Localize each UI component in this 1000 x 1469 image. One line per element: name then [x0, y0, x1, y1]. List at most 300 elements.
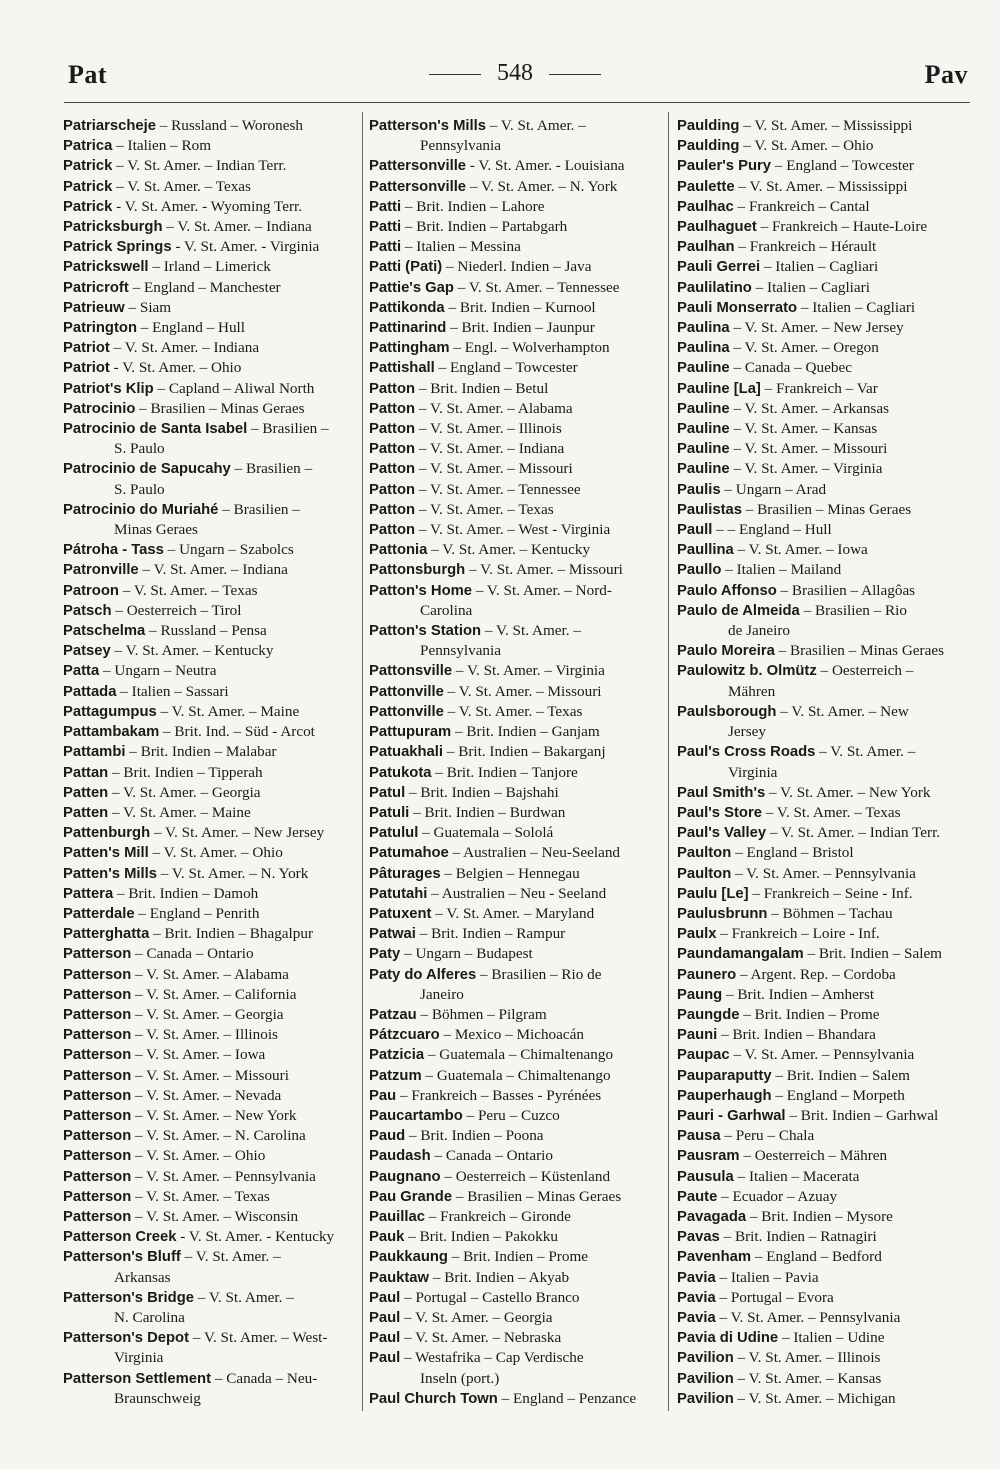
entry-headword: Pattinarind	[369, 320, 447, 337]
entry-continuation: N. Carolina	[114, 1308, 185, 1326]
gazetteer-entry	[677, 601, 973, 641]
entry-headword: Paundamangalam	[677, 946, 804, 963]
gazetteer-entry	[677, 480, 973, 500]
gazetteer-entry	[63, 1207, 359, 1227]
entry-location: – V. St. Amer. – Pennsylvania	[131, 1167, 316, 1185]
gazetteer-entry	[369, 742, 665, 762]
gazetteer-entry	[677, 419, 973, 439]
entry-location: – Brit. Indien – Poona	[405, 1127, 544, 1145]
gazetteer-entry	[677, 904, 973, 924]
entry-location: – England – Towcester	[434, 359, 578, 377]
entry-location: – V. St. Amer. – Missouri	[465, 561, 623, 579]
entry-continuation: Jersey	[728, 723, 766, 741]
entry-headword: Patrick Springs	[63, 239, 172, 256]
entry-headword: Pauline	[677, 421, 730, 438]
entry-headword: Pauli Gerrei	[677, 259, 761, 276]
entry-location: – V. St. Amer. – Texas	[118, 581, 258, 599]
entry-headword: Paty do Alferes	[369, 966, 477, 983]
gazetteer-entry	[677, 702, 973, 742]
entry-location: – Brasilien – Minas Geraes	[135, 399, 305, 417]
entry-headword: Patsch	[63, 602, 112, 619]
entry-headword: Pavagada	[677, 1208, 747, 1225]
entry-location: – Brit. Indien – Bajshahi	[405, 783, 559, 801]
gazetteer-entry	[63, 1247, 359, 1287]
entry-headword: Pátzcuaro	[369, 1027, 440, 1044]
gazetteer-entry	[63, 742, 359, 762]
entry-location: – Frankreich – Gironde	[424, 1207, 571, 1225]
entry-location: – Engl. – Wolverhampton	[449, 339, 610, 357]
entry-location: – Peru – Cuzco	[462, 1106, 560, 1124]
gazetteer-entry	[63, 1066, 359, 1086]
gazetteer-entry	[63, 116, 359, 136]
gazetteer-entry	[63, 358, 359, 378]
entry-headword: Paulo Affonso	[677, 582, 777, 599]
gazetteer-entry	[369, 560, 665, 580]
entry-headword: Pattambi	[63, 744, 126, 761]
entry-location: – V. St. Amer. – N. York	[466, 177, 618, 195]
gazetteer-entry	[677, 1187, 973, 1207]
entry-headword: Paty	[369, 946, 401, 963]
entry-continuation: Braunschweig	[114, 1389, 201, 1407]
entry-headword: Patwai	[369, 926, 416, 943]
gazetteer-entry	[369, 1005, 665, 1025]
entry-headword: Paulding	[677, 118, 740, 134]
gazetteer-entry	[63, 1187, 359, 1207]
entry-headword: Patsey	[63, 643, 111, 660]
entry-headword: Paulowitz b. Olmütz	[677, 663, 817, 680]
entry-headword: Pattagumpus	[63, 703, 157, 720]
entry-headword: Pattonsville	[369, 663, 453, 680]
gazetteer-entry	[369, 1288, 665, 1308]
gazetteer-entry	[63, 1025, 359, 1045]
entry-headword: Pattie's Gap	[369, 279, 454, 296]
entry-headword: Patterson	[63, 1148, 132, 1165]
entry-location: – Frankreich – Hérault	[734, 238, 877, 256]
entry-location: – Oesterreich – Tirol	[111, 601, 242, 619]
entry-continuation: de Janeiro	[728, 622, 790, 640]
entry-headword: Patterson	[63, 1128, 132, 1145]
entry-location: – Italien – Cagliari	[797, 298, 916, 316]
entry-location: – Brit. Indien – Tanjore	[431, 763, 578, 781]
entry-headword: Pattishall	[369, 360, 435, 377]
gazetteer-entry	[63, 843, 359, 863]
entry-location: – Guatemala – Chimaltenango	[424, 1046, 614, 1064]
entry-location: – Oesterreich – Küstenland	[440, 1167, 611, 1185]
entry-location: – V. St. Amer. – Kansas	[733, 1369, 882, 1387]
entry-location: – Brit. Indien – Mysore	[746, 1207, 893, 1225]
entry-location: - V. St. Amer. - Louisiana	[466, 157, 625, 175]
gazetteer-entry	[677, 379, 973, 399]
entry-headword: Pausa	[677, 1128, 721, 1145]
entry-location: – V. St. Amer. – Pennsylvania	[731, 864, 916, 882]
entry-location: – Peru – Chala	[720, 1127, 815, 1145]
gazetteer-entry	[677, 843, 973, 863]
entry-headword: Pavia	[677, 1269, 716, 1286]
gazetteer-entry	[369, 278, 665, 298]
entry-headword: Patutahi	[369, 885, 428, 902]
gazetteer-entry	[677, 1086, 973, 1106]
gazetteer-entry	[63, 156, 359, 176]
gazetteer-entry	[677, 1106, 973, 1126]
entry-headword: Patrocinio de Santa Isabel	[63, 421, 248, 438]
entry-location: – V. St. Amer. – Missouri	[729, 440, 888, 458]
gazetteer-entry	[677, 459, 973, 479]
gazetteer-entry	[369, 1167, 665, 1187]
entry-location: – V. St. Amer. – N. York	[156, 864, 309, 882]
entry-location: – Australien – Neu-Seeland	[448, 844, 621, 862]
entry-headword: Patterson Creek	[63, 1229, 177, 1246]
entry-headword: Pauler's Pury	[677, 158, 771, 175]
gazetteer-entry	[677, 985, 973, 1005]
entry-location: – V. St. Amer. – Kansas	[729, 420, 878, 438]
gazetteer-entry	[63, 136, 359, 156]
gazetteer-entry	[369, 621, 665, 661]
gazetteer-entry	[369, 763, 665, 783]
entry-headword: Patukota	[369, 764, 432, 781]
entry-headword: Paute	[677, 1188, 718, 1205]
gazetteer-entry	[369, 884, 665, 904]
gazetteer-entry	[369, 459, 665, 479]
entry-continuation: Minas Geraes	[114, 521, 198, 539]
gazetteer-entry	[369, 823, 665, 843]
entry-location: – V. St. Amer. – Wisconsin	[131, 1207, 299, 1225]
entry-location: – Brit. Indien – Ratnagiri	[719, 1228, 877, 1246]
entry-location: – Oesterreich –	[816, 662, 914, 680]
page-header	[60, 52, 970, 96]
entry-headword: Paul	[369, 1309, 401, 1326]
gazetteer-entry	[677, 439, 973, 459]
gazetteer-entry	[369, 682, 665, 702]
entry-location: – V. St. Amer. – Maine	[156, 702, 300, 720]
entry-headword: Paul Church Town	[369, 1390, 498, 1407]
entry-headword: Patterson Settlement	[63, 1370, 212, 1387]
column-separator	[362, 112, 363, 1411]
entry-location: – Canada – Neu-	[211, 1369, 318, 1387]
entry-location: – Brit. Indien – Salem	[803, 945, 942, 963]
entry-headword: Patrick	[63, 158, 113, 175]
entry-headword: Patterson	[63, 1006, 132, 1023]
entry-location: – V. St. Amer. – Indiana	[415, 440, 565, 458]
gazetteer-entry	[369, 520, 665, 540]
entry-headword: Paulis	[677, 481, 721, 498]
gazetteer-entry	[369, 1227, 665, 1247]
entry-location: – Böhmen – Pilgram	[416, 1005, 547, 1023]
entry-location: – V. St. Amer. – Georgia	[400, 1308, 553, 1326]
gazetteer-entry	[677, 884, 973, 904]
gazetteer-entry	[369, 217, 665, 237]
entry-headword: Patzum	[369, 1067, 422, 1084]
gazetteer-entry	[63, 924, 359, 944]
gazetteer-entry	[63, 1005, 359, 1025]
entry-location: - V. St. Amer. - Virginia	[171, 238, 320, 256]
entry-headword: Paulilatino	[677, 279, 752, 296]
entry-location: – V. St. Amer. –	[481, 622, 581, 640]
gazetteer-entry	[677, 257, 973, 277]
gazetteer-entry	[369, 1348, 665, 1388]
entry-headword: Paul's Store	[677, 804, 762, 821]
entry-headword: Pattonsburgh	[369, 562, 466, 579]
entry-continuation: Janeiro	[420, 985, 464, 1003]
entry-headword: Paul	[369, 1350, 401, 1367]
entry-headword: Patterson	[63, 1208, 132, 1225]
gazetteer-entry	[369, 904, 665, 924]
entry-headword: Patten's Mills	[63, 865, 157, 882]
gazetteer-entry	[63, 763, 359, 783]
gazetteer-entry	[63, 217, 359, 237]
gazetteer-entry	[677, 520, 973, 540]
gazetteer-entry	[63, 1167, 359, 1187]
entry-location: – V. St. Amer. – New York	[765, 783, 931, 801]
entry-location: – Siam	[124, 298, 172, 316]
entry-location: – V. St. Amer. – Virginia	[729, 460, 883, 478]
gazetteer-entry	[677, 1348, 973, 1368]
gazetteer-entry	[63, 965, 359, 985]
entry-location: – Canada – Ontario	[131, 945, 254, 963]
entry-location: – Brit. Indien – Prome	[739, 1005, 880, 1023]
entry-location: – Canada – Quebec	[729, 359, 852, 377]
gazetteer-entry	[677, 1045, 973, 1065]
right-running-head: Pav	[924, 60, 968, 89]
entry-headword: Pattera	[63, 885, 114, 902]
gazetteer-entry	[63, 1369, 359, 1409]
entry-headword: Patten	[63, 784, 109, 801]
gazetteer-entry	[369, 1025, 665, 1045]
entry-continuation: Arkansas	[114, 1268, 171, 1286]
entry-headword: Pauni	[677, 1027, 718, 1044]
gazetteer-entry	[677, 156, 973, 176]
page-number-line	[60, 60, 970, 87]
gazetteer-entry	[63, 379, 359, 399]
entry-headword: Patti (Pati)	[369, 259, 443, 276]
entry-headword: Patti	[369, 239, 402, 256]
entry-continuation: Carolina	[420, 601, 473, 619]
entry-headword: Patton's Home	[369, 582, 473, 599]
gazetteer-entry	[369, 338, 665, 358]
gazetteer-entry	[369, 1066, 665, 1086]
entry-headword: Pattenburgh	[63, 825, 151, 842]
entry-headword: Pattonville	[369, 683, 444, 700]
gazetteer-entry	[369, 480, 665, 500]
header-rule	[64, 102, 970, 103]
entry-location: – England – Morpeth	[771, 1086, 905, 1104]
entry-headword: Paudash	[369, 1148, 431, 1165]
entry-location: – Brit. Indien – Ganjam	[451, 723, 600, 741]
gazetteer-entry	[63, 459, 359, 499]
entry-headword: Paulx	[677, 926, 717, 943]
page-number-dash-left	[429, 74, 481, 75]
entry-location: – V. St. Amer. – Nevada	[131, 1086, 282, 1104]
gazetteer-entry	[63, 197, 359, 217]
gazetteer-entry	[677, 1227, 973, 1247]
entry-location: – V. St. Amer. – California	[131, 985, 297, 1003]
entry-location: – V. St. Amer. – Pennsylvania	[729, 1046, 915, 1064]
entry-headword: Pauline	[677, 441, 730, 458]
gazetteer-entry	[677, 278, 973, 298]
entry-location: – V. St. Amer. – Texas	[415, 500, 554, 518]
gazetteer-entry	[369, 843, 665, 863]
gazetteer-entry	[63, 1086, 359, 1106]
gazetteer-entry	[677, 197, 973, 217]
entry-headword: Patrica	[63, 138, 113, 155]
entry-location: – Westafrika – Cap Verdische	[400, 1349, 584, 1367]
entry-location: – Ecuador – Azuay	[717, 1187, 838, 1205]
gazetteer-entry	[677, 1167, 973, 1187]
entry-location: – Frankreich – Cantal	[733, 197, 870, 215]
entry-headword: Patul	[369, 784, 406, 801]
entry-location: – V. St. Amer. – Iowa	[733, 541, 868, 559]
entry-location: – V. St. Amer. – Indiana	[162, 218, 312, 236]
gazetteer-entry	[677, 944, 973, 964]
entry-headword: Patten's Mill	[63, 845, 149, 862]
gazetteer-entry	[369, 924, 665, 944]
entry-location: – V. St. Amer. – Indiana	[138, 561, 288, 579]
entry-headword: Pauline	[677, 400, 730, 417]
entry-location: – Brit. Indien – Malabar	[125, 743, 277, 761]
entry-headword: Patti	[369, 219, 402, 236]
entry-location: – Portugal – Evora	[715, 1288, 834, 1306]
entry-headword: Paullo	[677, 562, 722, 579]
entry-location: – V. St. Amer. – Kentucky	[427, 541, 591, 559]
entry-headword: Patriot's Klip	[63, 380, 154, 397]
entry-headword: Pavia	[677, 1289, 716, 1306]
entry-location: – Canada – Ontario	[430, 1147, 553, 1165]
gazetteer-entry	[63, 581, 359, 601]
entry-headword: Pauillac	[369, 1208, 425, 1225]
entry-headword: Paulton	[677, 845, 732, 862]
gazetteer-entry	[63, 278, 359, 298]
entry-location: – Brasilien – Rio	[799, 601, 907, 619]
entry-location: – Brit. Indien – Partabgarh	[401, 218, 568, 236]
gazetteer-entry	[63, 702, 359, 722]
entry-location: – V. St. Amer. – Oregon	[729, 339, 879, 357]
entry-location: – Argent. Rep. – Cordoba	[736, 965, 896, 983]
entry-location: – V. St. Amer. – Indian Terr.	[112, 157, 287, 175]
entry-headword: Patterson	[63, 1047, 132, 1064]
gazetteer-entry	[677, 298, 973, 318]
entry-headword: Paukkaung	[369, 1249, 448, 1266]
entry-headword: Paud	[369, 1128, 406, 1145]
entry-location: – Italien – Cagliari	[751, 278, 870, 296]
entry-headword: Pâturages	[369, 865, 441, 882]
gazetteer-entry	[63, 177, 359, 197]
entry-headword: Patton	[369, 461, 416, 478]
entry-continuation: Pennsylvania	[420, 137, 501, 155]
entry-headword: Pauline	[677, 360, 730, 377]
entry-location: – V. St. Amer. – Nord-	[472, 581, 612, 599]
entry-location: – V. St. Amer. – Mississippi	[734, 177, 908, 195]
entry-headword: Patterson's Bridge	[63, 1289, 194, 1306]
gazetteer-entry	[677, 560, 973, 580]
gazetteer-entry	[677, 1369, 973, 1389]
gazetteer-entry	[63, 682, 359, 702]
entry-location: – Brit. Indien – Damoh	[113, 884, 259, 902]
gazetteer-entry	[677, 742, 973, 782]
entry-headword: Pavenham	[677, 1249, 752, 1266]
gazetteer-entry	[369, 237, 665, 257]
gazetteer-entry	[369, 1389, 665, 1409]
entry-location: – Brit. Indien – Lahore	[401, 197, 545, 215]
entry-location: – Guatemala – Chimaltenango	[421, 1066, 611, 1084]
entry-headword: Patrickswell	[63, 259, 149, 276]
entry-headword: Pau	[369, 1087, 397, 1104]
entry-location: – V. St. Amer. – Texas	[131, 1187, 270, 1205]
gazetteer-entry	[369, 156, 665, 176]
entry-headword: Paulina	[677, 320, 730, 337]
entry-location: – V. St. Amer. – Mississippi	[739, 117, 913, 134]
gazetteer-entry	[677, 1066, 973, 1086]
entry-headword: Paulusbrunn	[677, 905, 768, 922]
entry-continuation: Virginia	[728, 763, 778, 781]
entry-location: – Brasilien – Minas Geraes	[741, 500, 912, 518]
entry-headword: Pausula	[677, 1168, 734, 1185]
gazetteer-entry	[369, 661, 665, 681]
entry-location: – Guatemala – Sololá	[418, 824, 554, 842]
entry-headword: Patriot	[63, 360, 110, 377]
entry-headword: Paulhaguet	[677, 219, 757, 236]
entry-continuation: Virginia	[114, 1349, 164, 1367]
entry-location: – Böhmen – Tachau	[767, 904, 893, 922]
entry-headword: Patriot	[63, 340, 110, 357]
entry-location: – England – Bedford	[751, 1248, 882, 1266]
entry-headword: Pauparaputty	[677, 1067, 772, 1084]
entry-headword: Pauri - Garhwal	[677, 1107, 786, 1124]
entry-location: – Brit. Indien – Betul	[415, 379, 549, 397]
entry-headword: Patterson	[63, 1188, 132, 1205]
entry-location: – Mexico – Michoacán	[439, 1026, 584, 1044]
entry-location: – Brit. Indien – Jaunpur	[446, 319, 595, 337]
entry-headword: Patterson	[63, 1168, 132, 1185]
entry-location: – England – Penzance	[497, 1389, 637, 1407]
entry-headword: Paul's Valley	[677, 825, 767, 842]
entry-location: – V. St. Amer. – Virginia	[452, 662, 605, 680]
entry-location: – England – Hull	[136, 319, 245, 337]
entry-headword: Pattersonville	[369, 158, 467, 175]
gazetteer-entry	[677, 641, 973, 661]
gazetteer-entry	[677, 217, 973, 237]
entry-headword: Pauktaw	[369, 1269, 430, 1286]
gazetteer-entry	[63, 1227, 359, 1247]
gazetteer-entry	[677, 1288, 973, 1308]
gazetteer-entry	[677, 399, 973, 419]
entry-headword: Patronville	[63, 562, 139, 579]
gazetteer-entry	[369, 581, 665, 621]
entry-headword: Patriarscheje	[63, 118, 156, 134]
gazetteer-entry	[369, 1106, 665, 1126]
entry-headword: Paul	[369, 1330, 401, 1347]
gazetteer-entry	[63, 803, 359, 823]
gazetteer-entry	[677, 581, 973, 601]
gazetteer-entry	[63, 661, 359, 681]
gazetteer-entry	[677, 358, 973, 378]
gazetteer-entry	[677, 1207, 973, 1227]
entry-location: – V. St. Amer. – Michigan	[733, 1389, 896, 1407]
entry-location: – England – Bristol	[731, 844, 854, 862]
entry-location: – Brasilien –	[230, 460, 313, 478]
entry-headword: Patti	[369, 198, 402, 215]
gazetteer-column-2	[369, 116, 665, 1409]
gazetteer-entry	[369, 379, 665, 399]
column-separator	[668, 112, 669, 1411]
entry-location: – Ungarn – Budapest	[400, 945, 533, 963]
entry-location: – V. St. Amer. – Missouri	[415, 460, 573, 478]
entry-location: – V. St. Amer. – Tennessee	[415, 480, 581, 498]
entry-headword: Paungde	[677, 1006, 740, 1023]
gazetteer-entry	[369, 702, 665, 722]
entry-location: – V. St. Amer. – Alabama	[131, 965, 289, 983]
gazetteer-entry	[63, 318, 359, 338]
entry-headword: Paul Smith's	[677, 784, 766, 801]
entry-headword: Pattonia	[369, 542, 428, 559]
